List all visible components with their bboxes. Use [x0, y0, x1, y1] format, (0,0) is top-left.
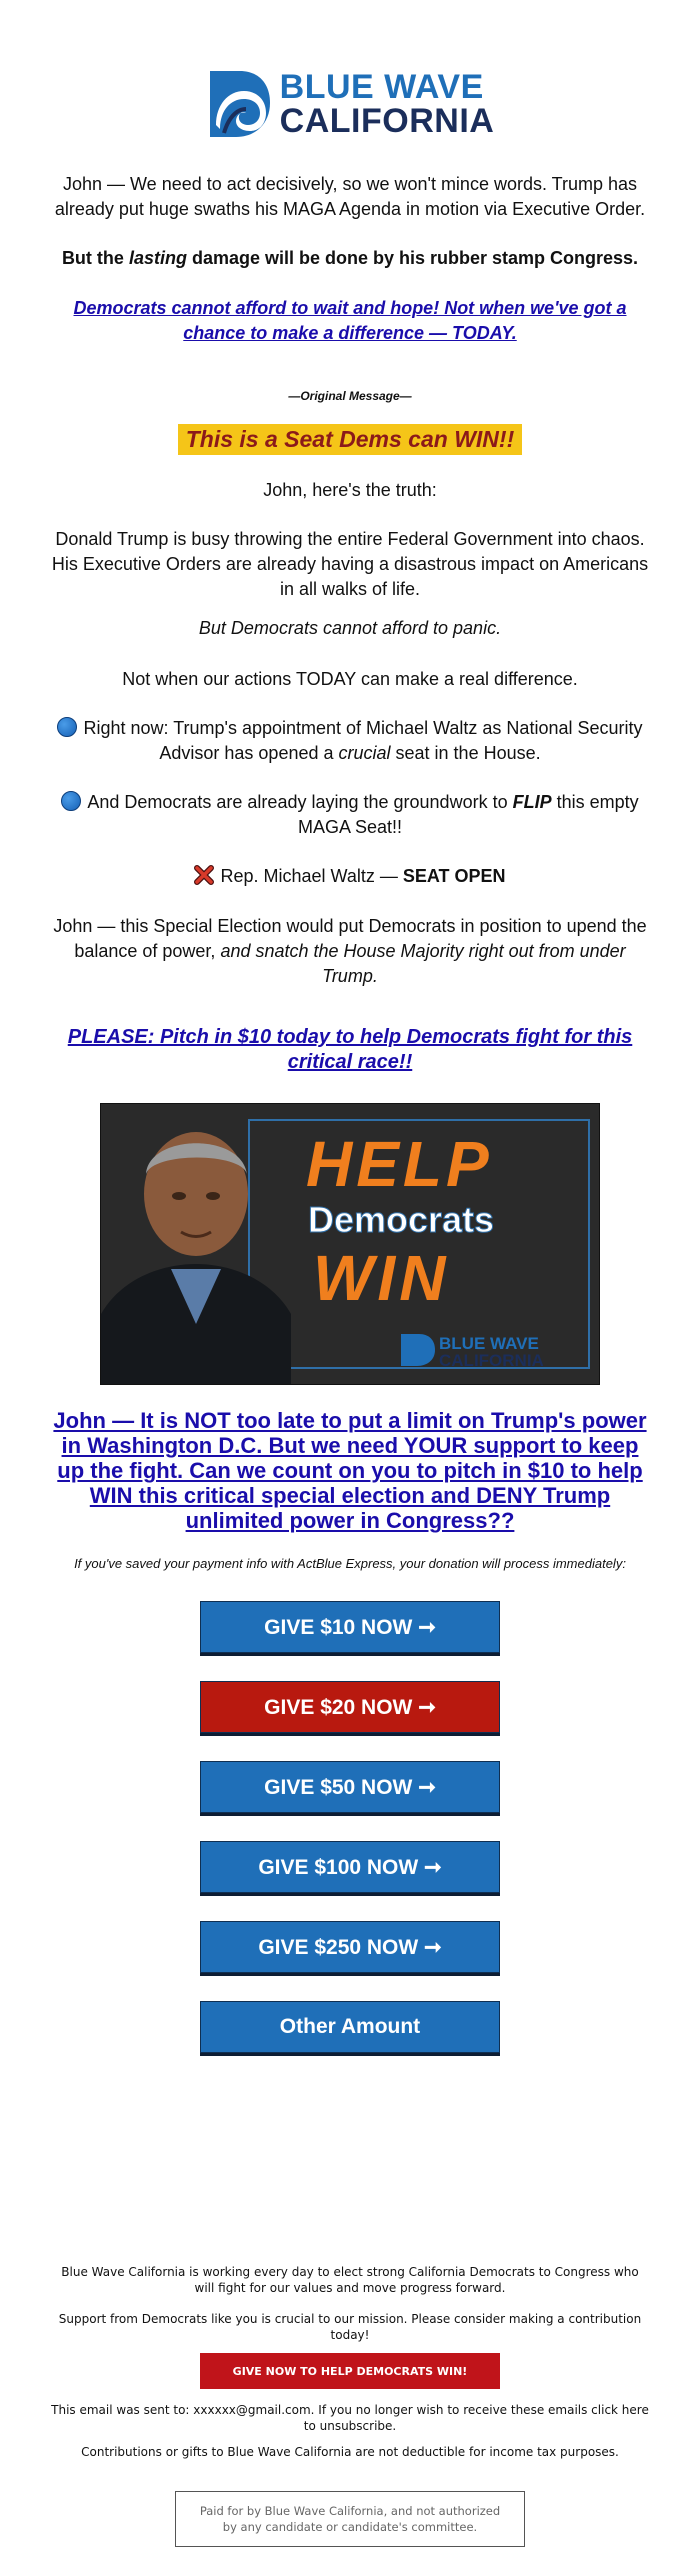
special-emphasis: and snatch the House Majority right out from under Trump.	[220, 941, 626, 986]
highlight-wrapper	[50, 424, 650, 455]
cannot-wait-link[interactable]: Democrats cannot afford to wait and hope! Not when we've got a chance to make a difference — TODAY.	[73, 298, 627, 343]
seat-label: Rep. Michael Waltz —	[220, 866, 403, 886]
blue-circle-icon	[57, 717, 77, 737]
paid-for-disclaimer: Paid for by Blue Wave California, and not authorized by any candidate or candidate's committee.	[175, 2491, 525, 2547]
footer-sent-to[interactable]: This email was sent to: xxxxxx@gmail.com. If you no longer wish to receive these emails click here to unsubscribe.	[51, 2403, 649, 2433]
special-election-paragraph	[50, 914, 650, 989]
footer-tax-disclaimer: Contributions or gifts to Blue Wave California are not deductible for income tax purposes.	[81, 2445, 619, 2459]
seat-open-line	[50, 864, 650, 889]
banner-illustration	[101, 1104, 600, 1385]
cross-mark-icon	[194, 865, 214, 885]
banner-brand-line-2: CALIFORNIA	[439, 1351, 544, 1370]
banner-brand-line-1: BLUE WAVE	[439, 1334, 539, 1353]
chaos-paragraph: Donald Trump is busy throwing the entire Federal Government into chaos. His Executive Orders are already having a disastrous impact on Americans in all walks of life.	[51, 529, 649, 599]
p2-emphasis: lasting	[128, 248, 187, 268]
truth-line: John, here's the truth:	[263, 480, 437, 500]
bullet1-emphasis: crucial	[338, 743, 391, 763]
give-250-button[interactable]: GIVE $250 NOW ➞	[200, 1921, 500, 1973]
banner-win-text: WIN	[313, 1242, 450, 1314]
intro-paragraph: John — We need to act decisively, so we won't mince words. Trump has already put huge swaths his MAGA Agenda in motion via Executive Order.	[54, 174, 646, 219]
other-amount-button[interactable]: Other Amount	[200, 2001, 500, 2053]
p2-before: But the	[61, 248, 129, 268]
main-appeal-text: John — It is NOT too late to put a limit on Trump's power in Washington D.C. But we need YOUR support to keep up the fight. Can we count on you to pitch in $10 to help WIN this critical special election and DENY Trump unlimited power in Congress??	[53, 1408, 647, 1533]
panic-paragraph: But Democrats cannot afford to panic.	[198, 618, 502, 638]
seat-highlight-banner: This is a Seat Dems can WIN!!	[178, 424, 522, 455]
bullet2-after: this empty MAGA Seat!!	[297, 792, 639, 837]
p2-after: damage will be done by his rubber stamp Congress.	[186, 248, 639, 268]
brand-logo[interactable]	[0, 64, 700, 144]
pitch-in-link[interactable]: PLEASE: Pitch in $10 today to help Democrats fight for this critical race!!	[67, 1026, 633, 1073]
give-20-button[interactable]: GIVE $20 NOW ➞	[200, 1681, 500, 1733]
bullet1-before: Right now: Trump's appointment of Michael Waltz as National Security Advisor has opened a	[83, 718, 643, 763]
logo-line-1: BLUE WAVE	[279, 68, 484, 106]
give-10-button[interactable]: GIVE $10 NOW ➞	[200, 1601, 500, 1653]
wave-logo-icon	[206, 69, 272, 139]
lasting-damage-paragraph	[50, 246, 650, 271]
logo-line-2: CALIFORNIA	[279, 102, 495, 140]
bullet-flip-seat	[50, 790, 650, 840]
banner-democrats-text: Democrats	[308, 1199, 495, 1240]
blue-circle-icon	[61, 791, 81, 811]
give-100-button[interactable]: GIVE $100 NOW ➞	[200, 1841, 500, 1893]
footer-mission: Blue Wave California is working every day to elect strong California Democrats to Congress who will fight for our values and move progress forward.	[61, 2265, 639, 2295]
bullet1-after: seat in the House.	[390, 743, 541, 763]
main-appeal-headline[interactable]	[48, 1408, 652, 1533]
seat-status: SEAT OPEN	[402, 866, 506, 886]
original-message-label: —Original Message—	[288, 389, 412, 403]
bullet-waltz-appointment	[50, 716, 650, 766]
footer-give-now-button[interactable]: GIVE NOW TO HELP DEMOCRATS WIN!	[200, 2353, 500, 2389]
bullet2-before: And Democrats are already laying the groundwork to	[87, 792, 513, 812]
bullet2-emphasis: FLIP	[512, 792, 552, 812]
banner-wave-logo-icon	[401, 1334, 435, 1366]
give-50-button[interactable]: GIVE $50 NOW ➞	[200, 1761, 500, 1813]
today-paragraph: Not when our actions TODAY can make a real difference.	[122, 669, 578, 689]
special-before: John — this Special Election would put Democrats in position to upend the balance of power,	[53, 916, 647, 961]
footer-support: Support from Democrats like you is crucial to our mission. Please consider making a contribution today!	[58, 2312, 642, 2342]
banner-help-text: HELP	[306, 1128, 493, 1200]
help-democrats-win-banner[interactable]	[100, 1103, 600, 1385]
actblue-express-note: If you've saved your payment info with ActBlue Express, your donation will process immediately:	[74, 1556, 626, 1571]
